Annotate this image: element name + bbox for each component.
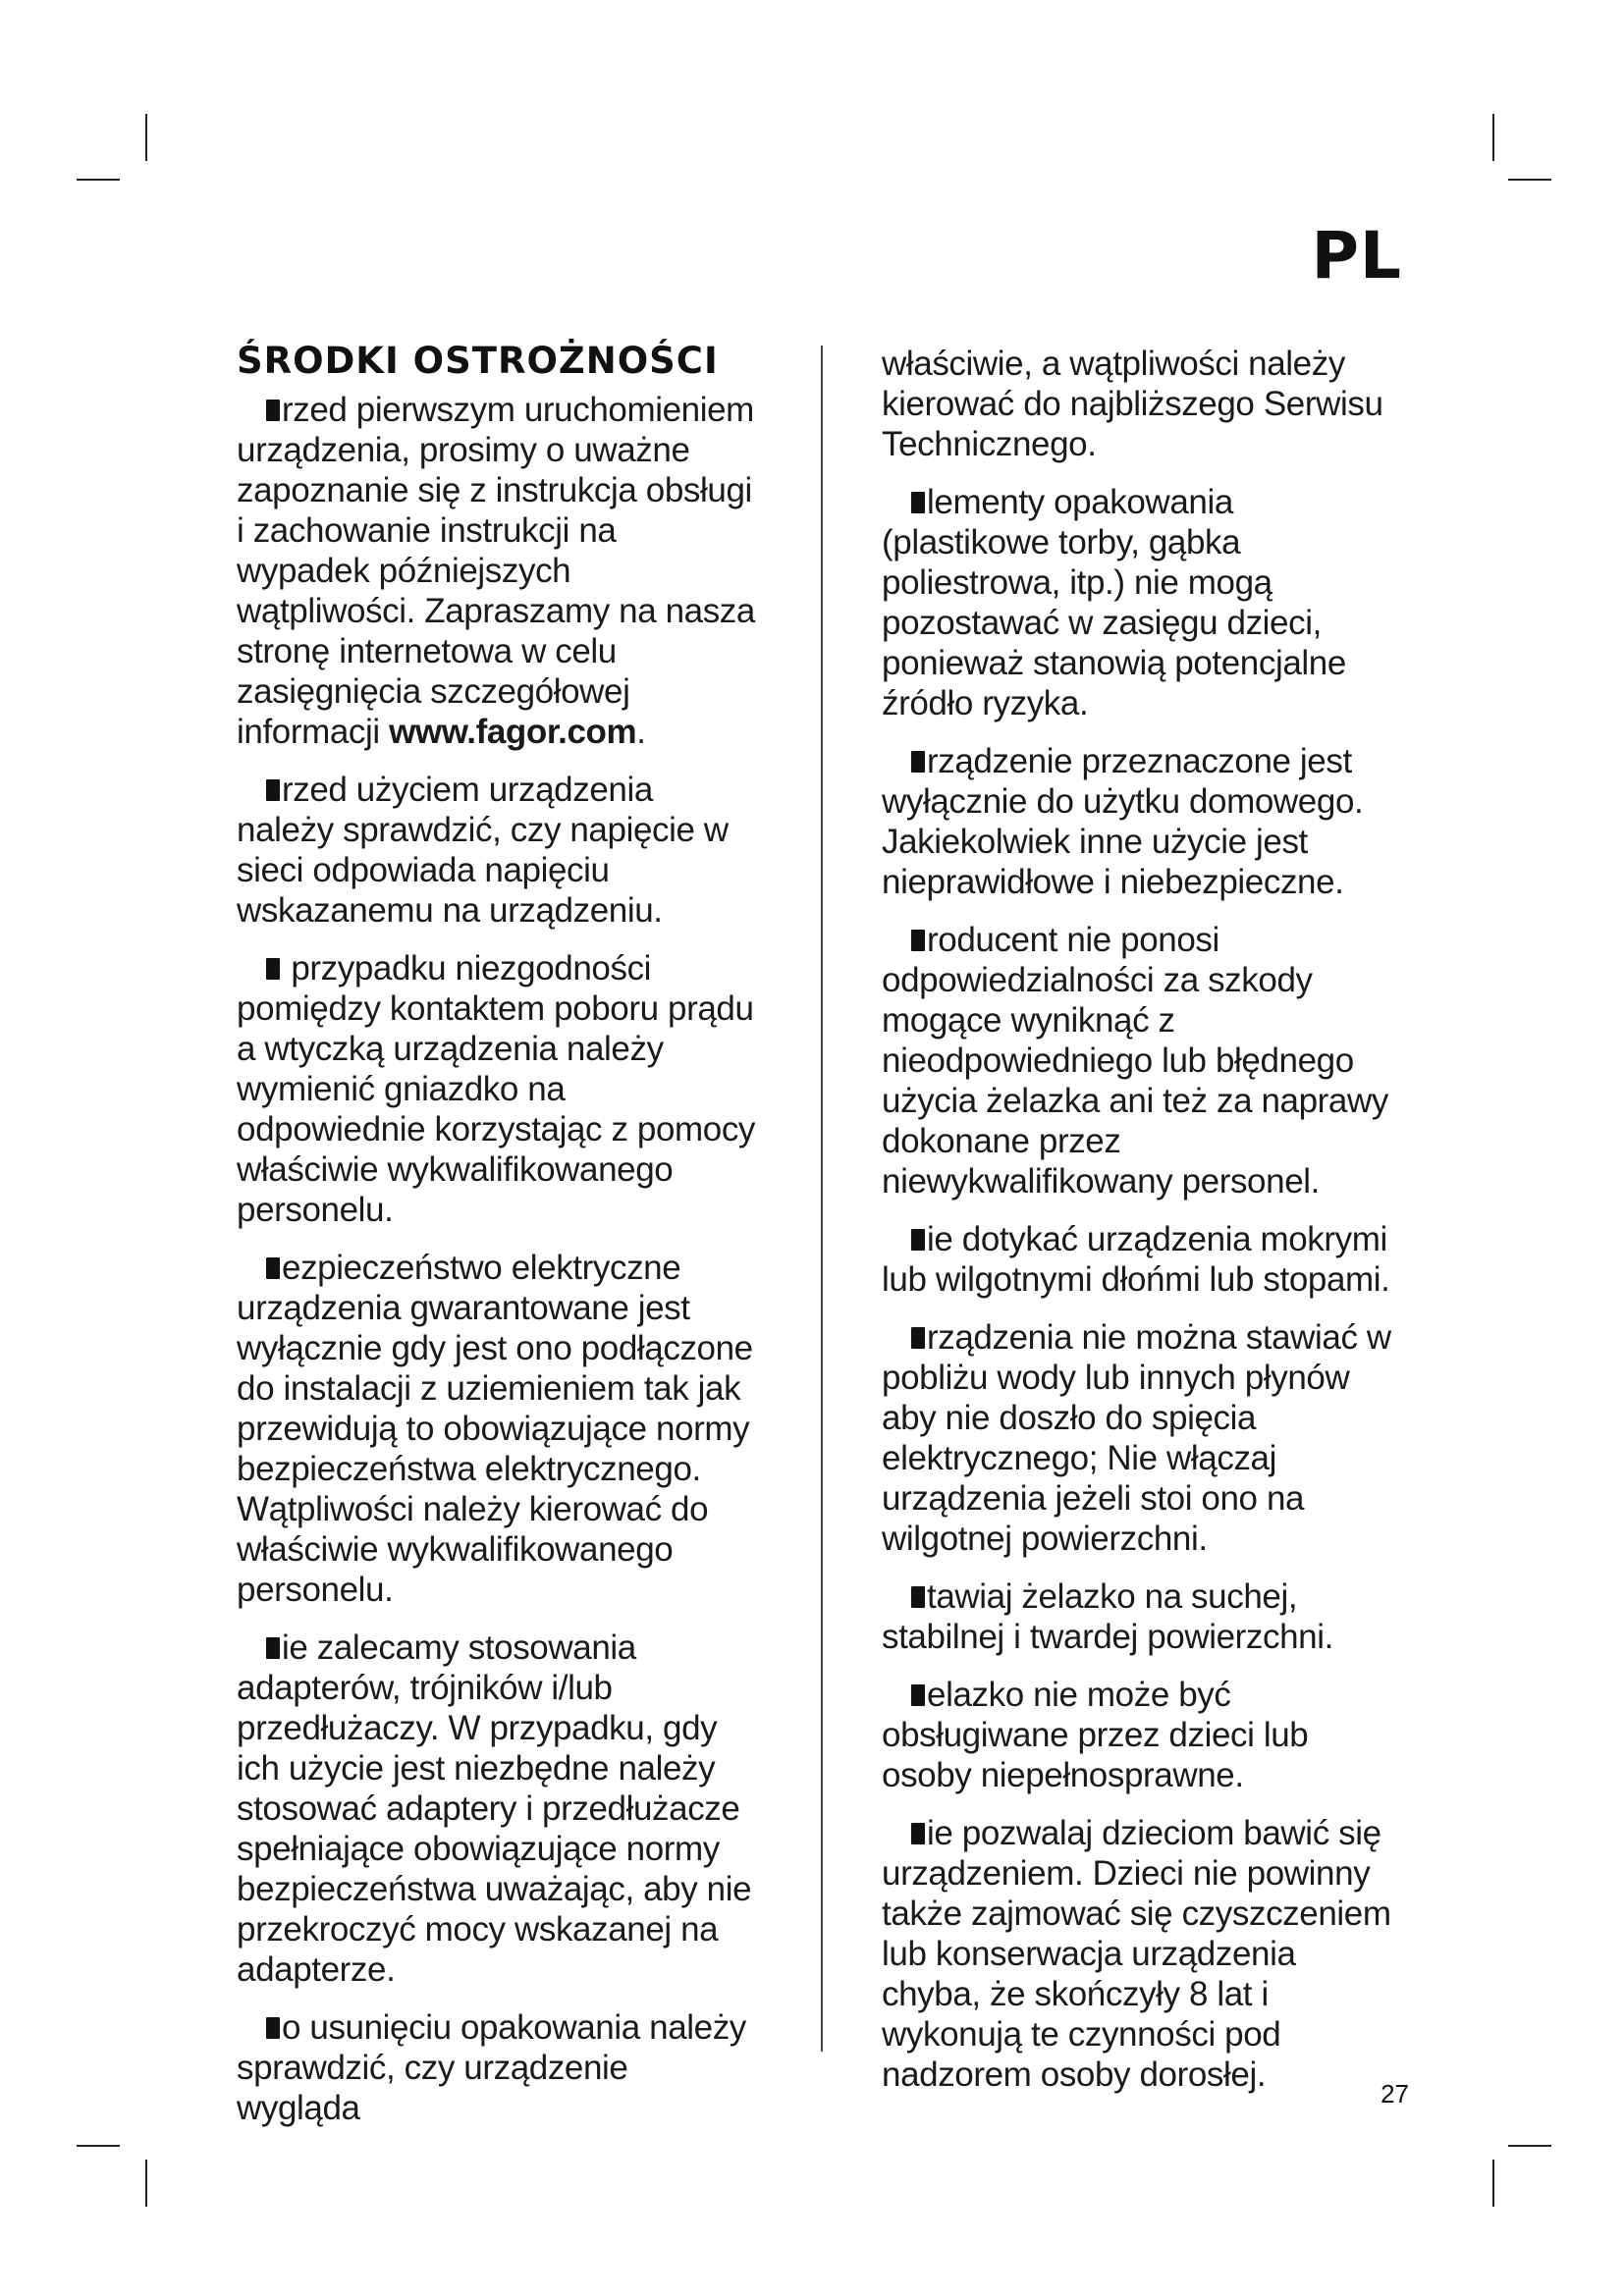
paragraph bbox=[237, 770, 757, 931]
bullet-square-icon bbox=[911, 1229, 925, 1251]
bullet-square-icon bbox=[266, 400, 280, 421]
bullet-square-icon bbox=[911, 1586, 925, 1608]
bullet-square-icon bbox=[911, 1823, 925, 1844]
language-code: PL bbox=[1311, 218, 1402, 294]
right-column bbox=[882, 344, 1402, 2112]
paragraph bbox=[882, 1675, 1402, 1795]
paragraph-text: rządzenie przeznaczone jest wyłącznie do użytku domowego. Jakiekolwiek inne użycie jest nieprawidłowe i niebezpieczne. bbox=[882, 742, 1364, 901]
bullet-square-icon bbox=[266, 958, 280, 980]
column-divider bbox=[821, 346, 823, 2052]
paragraph-tail: . bbox=[636, 713, 646, 751]
bullet-square-icon bbox=[266, 1637, 280, 1659]
paragraph-text: rzed pierwszym uruchomieniem urządzenia, prosimy o uważne zapoznanie się z instrukcja obsługi i zachowanie instrukcji na wypadek późniejszych wątpliwości. Zapraszamy na nasza stronę internetowa w celu zasięgnięcia szczegółowej informacji bbox=[237, 391, 755, 751]
page-number: 27 bbox=[1380, 2079, 1409, 2109]
paragraph bbox=[882, 1576, 1402, 1657]
bullet-square-icon bbox=[911, 1684, 925, 1706]
crop-mark bbox=[1492, 114, 1494, 161]
website-link[interactable]: www.fagor.com bbox=[389, 713, 637, 751]
paragraph-text: roducent nie ponosi odpowiedzialności za szkody mogące wyniknąć z nieodpowiedniego lub błędnego użycia żelazka ani też za naprawy dokonane przez niewykwalifikowany personel. bbox=[882, 921, 1388, 1201]
paragraph-text: tawiaj żelazko na suchej, stabilnej i twardej powierzchni. bbox=[882, 1577, 1333, 1656]
bullet-square-icon bbox=[266, 1257, 280, 1279]
paragraph-text: rzed użyciem urządzenia należy sprawdzić, czy napięcie w sieci odpowiada napięciu wskazanemu na urządzeniu. bbox=[237, 771, 729, 930]
bullet-square-icon bbox=[266, 779, 280, 801]
paragraph bbox=[882, 741, 1402, 902]
paragraph-text: lementy opakowania (plastikowe torby, gąbka poliestrowa, itp.) nie mogą pozostawać w zasięgu dzieci, ponieważ stanowią potencjalne źródło ryzyka. bbox=[882, 483, 1346, 722]
page-title: ŚRODKI OSTROŻNOŚCI bbox=[237, 340, 719, 382]
paragraph bbox=[882, 1317, 1402, 1559]
paragraph-text: ezpieczeństwo elektryczne urządzenia gwarantowane jest wyłącznie gdy jest ono podłączone do instalacji z uziemieniem tak jak przewidują to obowiązujące normy bezpieczeństwa elektrycznego. Wątpliwości należy kierować do właściwie wykwalifikowanego personelu. bbox=[237, 1249, 753, 1609]
crop-mark bbox=[1492, 2160, 1494, 2207]
paragraph-text: elazko nie może być obsługiwane przez dzieci lub osoby niepełnosprawne. bbox=[882, 1676, 1309, 1794]
bullet-square-icon bbox=[911, 751, 925, 773]
crop-mark bbox=[1508, 179, 1551, 181]
paragraph-text: ie pozwalaj dzieciom bawić się urządzeniem. Dzieci nie powinny także zajmować się czyszczeniem lub konserwacja urządzenia chyba, że skończyły 8 lat i wykonują te czynności pod nadzorem osoby dorosłej. bbox=[882, 1814, 1391, 2094]
crop-mark bbox=[145, 2160, 147, 2207]
crop-mark bbox=[145, 114, 147, 161]
paragraph-text: o usunięciu opakowania należy sprawdzić, czy urządzenie wygląda bbox=[237, 2008, 746, 2127]
crop-mark bbox=[1508, 2145, 1551, 2147]
paragraph bbox=[882, 920, 1402, 1201]
paragraph-text: przypadku niezgodności pomiędzy kontaktem poboru prądu a wtyczką urządzenia należy wymienić gniazdko na odpowiednie korzystając z pomocy właściwie wykwalifikowanego personelu. bbox=[237, 949, 756, 1229]
bullet-square-icon bbox=[266, 2017, 280, 2039]
paragraph-text: rządzenia nie można stawiać w pobliżu wody lub innych płynów aby nie doszło do spięcia elektrycznego; Nie włączaj urządzenia jeżeli stoi ono na wilgotnej powierzchni. bbox=[882, 1318, 1391, 1558]
crop-mark bbox=[77, 179, 120, 181]
crop-mark bbox=[77, 2145, 120, 2147]
left-paragraphs bbox=[237, 390, 757, 2128]
paragraph bbox=[882, 482, 1402, 723]
paragraph-text: ie zalecamy stosowania adapterów, trójników i/lub przedłużaczy. W przypadku, gdy ich użycie jest niezbędne należy stosować adaptery i przedłużacze spełniające obowiązujące normy bezpieczeństwa uważając, aby nie przekroczyć mocy wskazanej na adapterze. bbox=[237, 1629, 752, 1989]
bullet-square-icon bbox=[911, 930, 925, 951]
paragraph-text: ie dotykać urządzenia mokrymi lub wilgotnymi dłońmi lub stopami. bbox=[882, 1220, 1390, 1299]
paragraph bbox=[882, 1813, 1402, 2095]
paragraph bbox=[237, 1248, 757, 1610]
paragraph bbox=[237, 948, 757, 1230]
paragraph bbox=[882, 1219, 1402, 1300]
continued-paragraph: właściwie, a wątpliwości należy kierować do najbliższego Serwisu Technicznego. bbox=[882, 345, 1383, 463]
bullet-square-icon bbox=[911, 492, 925, 513]
bullet-square-icon bbox=[911, 1327, 925, 1349]
paragraph bbox=[237, 390, 757, 752]
paragraph bbox=[237, 1628, 757, 1990]
left-column bbox=[237, 340, 757, 2146]
paragraph bbox=[237, 2007, 757, 2128]
right-paragraphs bbox=[882, 482, 1402, 2095]
